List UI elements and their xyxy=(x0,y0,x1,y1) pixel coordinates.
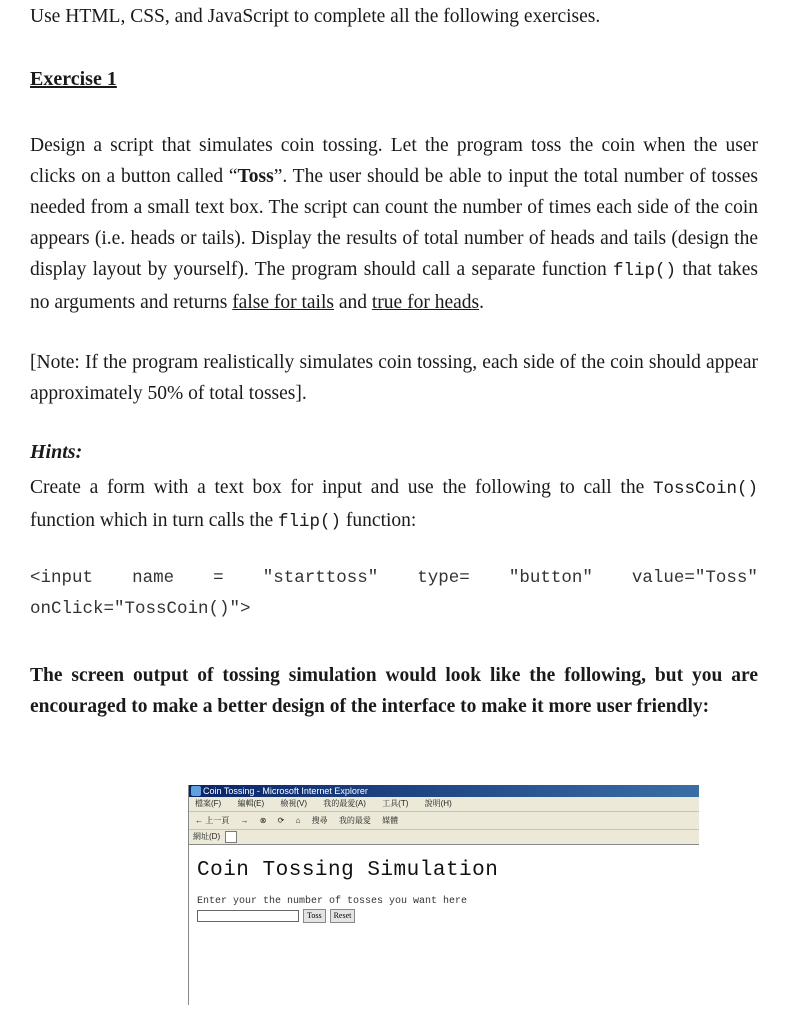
desc-part: that takes no arguments and returns xyxy=(30,259,758,313)
toss-count-input[interactable] xyxy=(197,910,299,922)
hints-heading: Hints: xyxy=(30,441,83,463)
address-label: 網址(D) xyxy=(193,832,221,841)
tosscoin-code: TossCoin() xyxy=(652,479,758,499)
menu-help[interactable]: 說明(H) xyxy=(424,799,452,808)
favorites-button[interactable]: 我的最愛 xyxy=(338,816,371,825)
address-input[interactable] xyxy=(225,831,237,843)
flip-code: flip() xyxy=(278,512,342,532)
menu-view[interactable]: 檢視(V) xyxy=(280,799,308,808)
media-button[interactable]: 媒體 xyxy=(382,816,399,825)
simulation-prompt: Enter your the number of tosses you want here xyxy=(197,896,468,907)
simulation-title: Coin Tossing Simulation xyxy=(197,859,499,882)
desc-part: . xyxy=(479,292,484,313)
exercise-description xyxy=(30,130,758,318)
browser-titlebar xyxy=(189,785,699,797)
refresh-button[interactable]: ⟳ xyxy=(277,816,285,825)
code-token: "starttoss" xyxy=(262,568,379,588)
hints-part: function which in turn calls the xyxy=(30,510,279,531)
code-token: value="Toss" xyxy=(631,568,758,588)
hints-part: Create a form with a text box for input and use the following to call the xyxy=(30,477,653,498)
stop-button[interactable]: ⊗ xyxy=(259,816,267,825)
intro-text: Use HTML, CSS, and JavaScript to complete all the following exercises. xyxy=(30,6,601,27)
code-token: "button" xyxy=(508,568,593,588)
hints-text xyxy=(30,472,758,538)
toss-form xyxy=(197,909,691,923)
back-button[interactable]: ← 上一頁 xyxy=(195,816,230,825)
forward-button[interactable]: → xyxy=(240,816,249,825)
note-text: [Note: If the program realistically simulates coin tossing, each side of the coin should appear approximately 50% of total tosses]. xyxy=(30,352,758,404)
code-line-2: onClick="TossCoin()"> xyxy=(30,599,251,619)
true-heads: true for heads xyxy=(371,292,480,313)
menu-file[interactable]: 檔案(F) xyxy=(195,799,222,808)
code-snippet xyxy=(30,563,758,625)
ie-icon xyxy=(191,786,201,796)
menu-favorites[interactable]: 我的最愛(A) xyxy=(323,799,366,808)
home-button[interactable]: ⌂ xyxy=(295,816,301,825)
desc-part: Design a script that simulates coin tossing. Let the program toss the coin when the user clicks on a button called “ xyxy=(30,135,758,187)
toss-word: Toss xyxy=(237,166,274,187)
menu-tools[interactable]: 工具(T) xyxy=(382,799,409,808)
desc-part: ”. The user should be able to input the total number of tosses needed from a small text box. The script can count the number of times each side of the coin appears (i.e. heads or tails). Display the results of total number of heads and tails (design the display layout by yourself). The program should call a separate function xyxy=(30,166,758,280)
reset-button[interactable]: Reset xyxy=(330,909,356,923)
desc-part: and xyxy=(333,292,372,313)
hints-part: function: xyxy=(341,510,417,531)
code-token: name xyxy=(132,568,175,588)
exercise-title: Exercise 1 xyxy=(30,68,117,90)
false-tails: false for tails xyxy=(232,292,334,313)
address-bar xyxy=(189,830,699,845)
toss-button[interactable]: Toss xyxy=(303,909,326,923)
code-token: <input xyxy=(30,568,94,588)
code-token: = xyxy=(213,568,224,588)
code-token: type= xyxy=(417,568,470,588)
browser-screenshot xyxy=(188,785,699,1005)
search-button[interactable]: 搜尋 xyxy=(311,816,328,825)
code-line-1 xyxy=(30,563,758,594)
browser-menubar xyxy=(189,797,699,812)
flip-code: flip() xyxy=(613,261,677,281)
browser-page xyxy=(189,845,699,933)
menu-edit[interactable]: 編輯(E) xyxy=(237,799,265,808)
browser-title: Coin Tossing - Microsoft Internet Explorer xyxy=(203,786,368,796)
screen-output-text: The screen output of tossing simulation would look like the following, but you are encouraged to make a better design of the interface to make it more user friendly: xyxy=(30,665,758,717)
browser-toolbar xyxy=(189,812,699,830)
